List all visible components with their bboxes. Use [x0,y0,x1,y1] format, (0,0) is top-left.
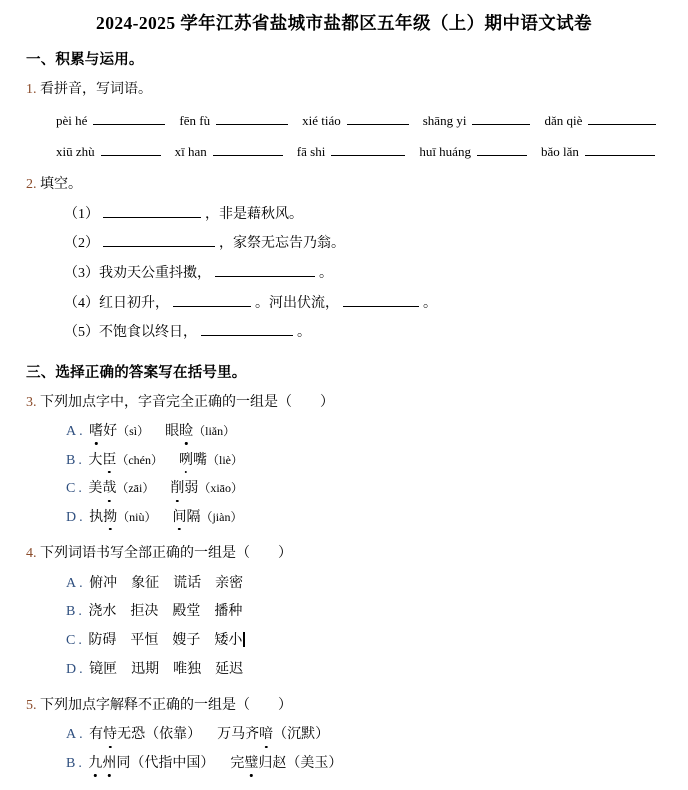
option-letter-dot: . [78,756,82,772]
question-3-number: 3 [26,394,33,410]
option-letter-dot: . [78,604,82,620]
subitem-after-text: ，非是藉秋风。 [205,206,303,222]
answer-blank[interactable] [477,155,527,156]
question-5-number: 5 [26,698,33,714]
question-1-dot: . [33,82,37,98]
option-letter: A [66,727,77,743]
subitem-before-text: 不饱食以终日， [99,325,197,341]
option-letter: B [66,756,76,772]
option-letter: D [66,661,77,677]
question-3-dot: . [33,394,37,410]
option-4a[interactable] [66,574,688,594]
option-letter: C [66,632,76,648]
question-5-text: 下列加点字解释不正确的一组是（ ） [40,698,292,714]
pinyin-row-1 [56,113,688,129]
option-words: 镜匣 迅期 唯独 延迟 [89,661,244,677]
option-letter: B [66,452,76,468]
pinyin-cell [423,113,545,129]
pinyin-row-2 [56,144,688,160]
answer-blank[interactable] [201,335,293,336]
option-4c[interactable] [66,631,688,651]
subitem-before-text: 红日初升， [99,295,169,311]
question-1-text: 看拼音，写词语。 [40,82,152,98]
option-3d[interactable] [66,508,688,528]
question-3 [26,393,688,413]
question-1 [26,80,688,100]
question-2-number: 2 [26,176,33,192]
option-letter-dot: . [78,632,82,648]
pinyin-label: xiū zhù [56,143,95,159]
pinyin-label: pèi hé [56,112,88,128]
answer-blank[interactable] [93,124,165,125]
text-cursor [243,632,245,647]
subitem-after-text: ，家祭无忘告乃翁。 [219,236,345,252]
option-4b[interactable] [66,602,688,622]
option-letter: D [66,509,77,525]
option-word-1: 九州同 [88,756,130,771]
answer-blank[interactable] [103,217,201,218]
option-pinyin-1: （zāi） [116,481,155,496]
subitem-before-text: 我劝天公重抖擞， [99,266,211,282]
option-3b[interactable] [66,451,688,471]
pinyin-cell [544,113,670,129]
answer-blank[interactable] [103,246,215,247]
subitem-marker: （2） [64,236,99,252]
option-word-1: 嗜好 [89,424,117,439]
option-word-2: 削弱 [170,481,198,496]
option-pinyin-2: （jiàn） [200,509,243,524]
answer-blank[interactable] [585,155,655,156]
answer-blank[interactable] [216,124,288,125]
option-letter-dot: . [78,481,82,497]
question-5-dot: . [33,698,37,714]
answer-blank[interactable] [472,124,530,125]
option-word-2: 完璧归赵 [230,756,286,771]
question-5 [26,696,688,716]
option-pinyin-2: （xiāo） [198,481,244,496]
option-word-2: 眼睑 [165,424,193,439]
subitem-after-text: 。 [319,266,333,282]
fill-blank-item-2 [64,234,688,254]
option-gloss-2: （美玉） [286,756,343,772]
option-letter: C [66,481,76,497]
pinyin-label: dǎn qiè [544,112,583,128]
subitem-after-text: 。河出伏流， [255,295,339,311]
option-words: 防碍 平恒 嫂子 矮小 [88,632,243,648]
option-words: 浇水 拒决 殿堂 播种 [88,604,243,620]
exam-paper-page [0,10,688,790]
fill-blank-item-5 [64,323,688,343]
pinyin-label: huī huáng [419,143,471,159]
subitem-marker: （5） [64,325,99,341]
option-letter-dot: . [79,727,83,743]
pinyin-label: fā shi [296,143,326,159]
option-gloss-1: （代指中国） [130,756,215,772]
page-title: 2024-2025 学年江苏省盐城市盐都区五年级（上）期中语文试卷 [96,13,592,33]
subitem-after-text-2: 。 [423,295,437,311]
question-3-text: 下列加点字中，字音完全正确的一组是（ ） [40,394,334,410]
answer-blank[interactable] [343,306,419,307]
section-heading-1: 一、积累与运用。 [26,52,144,69]
option-letter-dot: . [78,452,82,468]
pinyin-cell [175,144,297,160]
option-letter: B [66,604,76,620]
question-2-dot: . [33,176,37,192]
section-heading-3: 三、选择正确的答案写在括号里。 [26,364,247,381]
option-5b[interactable] [66,754,688,774]
option-word-2: 咧嘴 [179,453,207,468]
pinyin-cell [179,113,302,129]
option-word-1: 大臣 [88,453,116,468]
pinyin-cell [302,113,423,129]
option-5a[interactable] [66,725,688,745]
question-4-text: 下列词语书写全部正确的一组是（ ） [40,546,292,562]
subitem-after-text: 。 [297,325,311,341]
option-pinyin-1: （niù） [117,509,157,524]
question-2 [26,175,688,195]
pinyin-label: xī han [174,143,207,159]
option-letter-dot: . [79,424,83,440]
option-words: 俯冲 象征 谎话 亲密 [89,575,244,591]
pinyin-label: fēn fù [179,112,211,128]
answer-blank[interactable] [173,306,251,307]
pinyin-cell [56,144,175,160]
answer-blank[interactable] [213,155,283,156]
option-letter: A [66,575,77,591]
option-3c[interactable] [66,479,688,499]
pinyin-cell [297,144,420,160]
pinyin-answer-block [56,113,688,160]
option-pinyin-1: （chén） [116,452,163,467]
question-2-text: 填空。 [40,176,82,192]
subitem-marker: （4） [64,295,99,311]
option-4d[interactable] [66,660,688,680]
answer-blank[interactable] [101,155,161,156]
pinyin-cell [541,144,669,160]
answer-blank[interactable] [215,276,315,277]
fill-blank-item-1 [64,205,688,225]
option-letter-dot: . [79,509,83,525]
option-gloss-1: （依靠） [145,727,202,743]
pinyin-label: shāng yi [422,112,467,128]
option-letter: A [66,424,77,440]
option-word-2: 间隔 [172,510,200,525]
pinyin-label: bǎo lǎn [540,143,579,159]
pinyin-cell [419,144,541,160]
option-word-1: 执拗 [89,510,117,525]
option-3a[interactable] [66,422,688,442]
subitem-marker: （1） [64,206,99,222]
fill-blank-item-3 [64,264,688,284]
answer-blank[interactable] [347,124,409,125]
option-letter-dot: . [79,575,83,591]
option-word-2: 万马齐喑 [217,727,273,742]
answer-blank[interactable] [331,155,405,156]
subitem-marker: （3） [64,266,99,282]
question-4-dot: . [33,546,37,562]
option-gloss-2: （沉默） [273,727,330,743]
fill-blank-item-4 [64,294,688,314]
option-word-1: 美哉 [88,481,116,496]
answer-blank[interactable] [588,124,656,125]
pinyin-label: xié tiáo [302,112,341,128]
question-4-number: 4 [26,546,33,562]
pinyin-cell [56,113,179,129]
option-pinyin-2: （liǎn） [193,424,236,439]
option-letter-dot: . [79,661,83,677]
option-pinyin-1: （sì） [117,424,150,439]
option-word-1: 有恃无恐 [89,727,145,742]
question-4 [26,544,688,564]
question-1-number: 1 [26,82,33,98]
option-pinyin-2: （liè） [207,452,243,467]
